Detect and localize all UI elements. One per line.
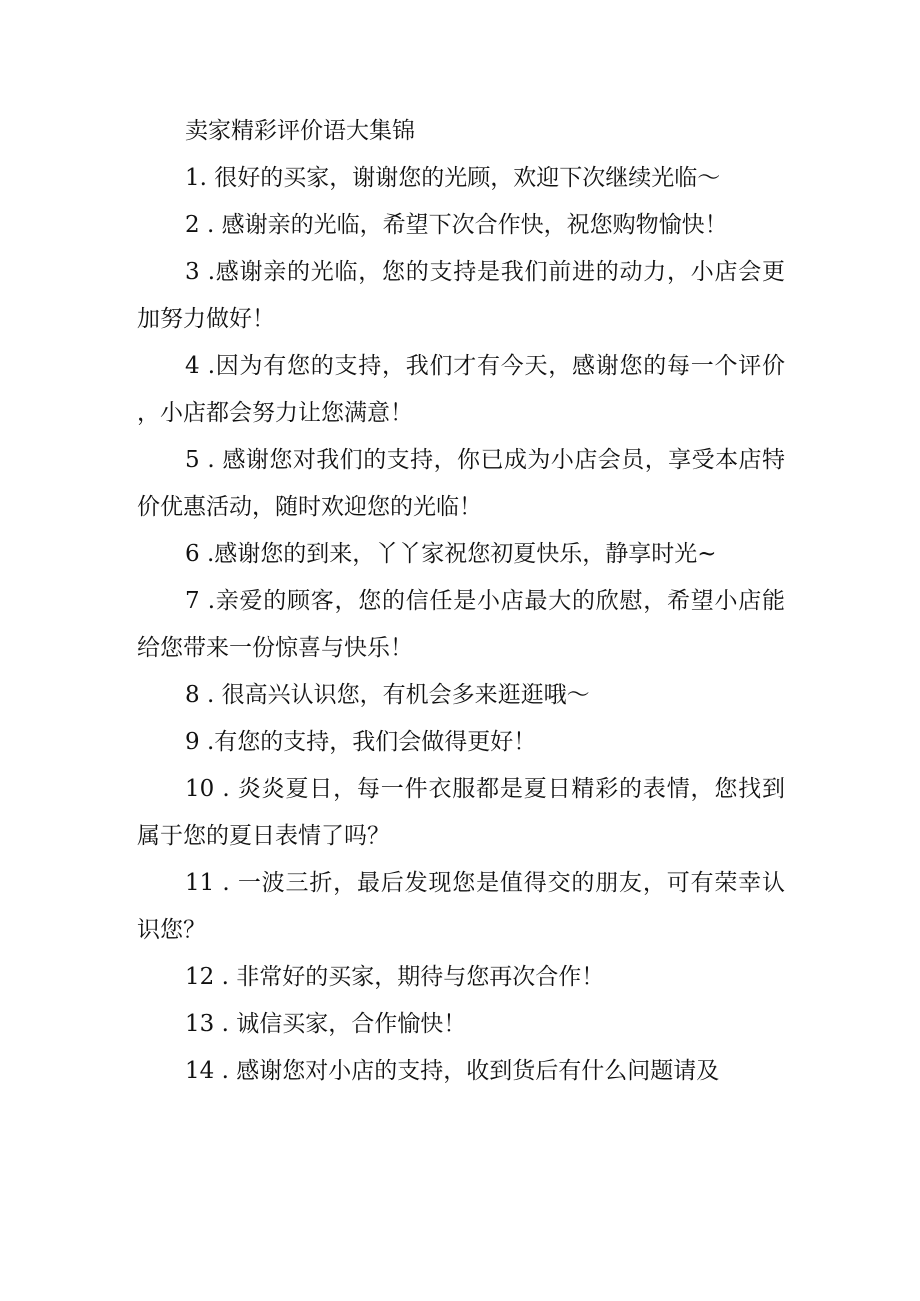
paragraph: 4 .因为有您的支持，我们才有今天，感谢您的每一个评价，小店都会努力让您满意！ (137, 353, 785, 426)
paragraph: 13 . 诚信买家，合作愉快！ (185, 1011, 467, 1037)
document-title: 卖家精彩评价语大集锦 (185, 118, 415, 144)
paragraph: 5 . 感谢您对我们的支持，你已成为小店会员，享受本店特价优惠活动，随时欢迎您的光临！ (137, 447, 785, 520)
paragraph: 10 . 炎炎夏日，每一件衣服都是夏日精彩的表情，您找到属于您的夏日表情了吗？ (137, 776, 785, 849)
paragraph: 9 .有您的支持，我们会做得更好！ (185, 729, 537, 755)
document-body (137, 108, 785, 1095)
paragraph: 11 . 一波三折，最后发现您是值得交的朋友，可有荣幸认识您？ (137, 870, 785, 943)
paragraph: 2 . 感谢亲的光临，希望下次合作快，祝您购物愉快！ (185, 212, 728, 238)
paragraph: 6 .感谢您的到来，丫丫家祝您初夏快乐，静享时光~ (185, 541, 717, 567)
paragraph: 8 . 很高兴认识您，有机会多来逛逛哦〜 (185, 682, 590, 708)
paragraph: 12 . 非常好的买家，期待与您再次合作！ (185, 964, 605, 990)
paragraph: 1. 很好的买家，谢谢您的光顾，欢迎下次继续光临〜 (185, 165, 721, 191)
paragraph: 14 . 感谢您对小店的支持，收到货后有什么问题请及 (185, 1058, 720, 1084)
paragraph: 7 .亲爱的顾客，您的信任是小店最大的欣慰，希望小店能给您带来一份惊喜与快乐！ (137, 588, 785, 661)
paragraph: 3 .感谢亲的光临，您的支持是我们前进的动力，小店会更加努力做好！ (137, 259, 785, 332)
